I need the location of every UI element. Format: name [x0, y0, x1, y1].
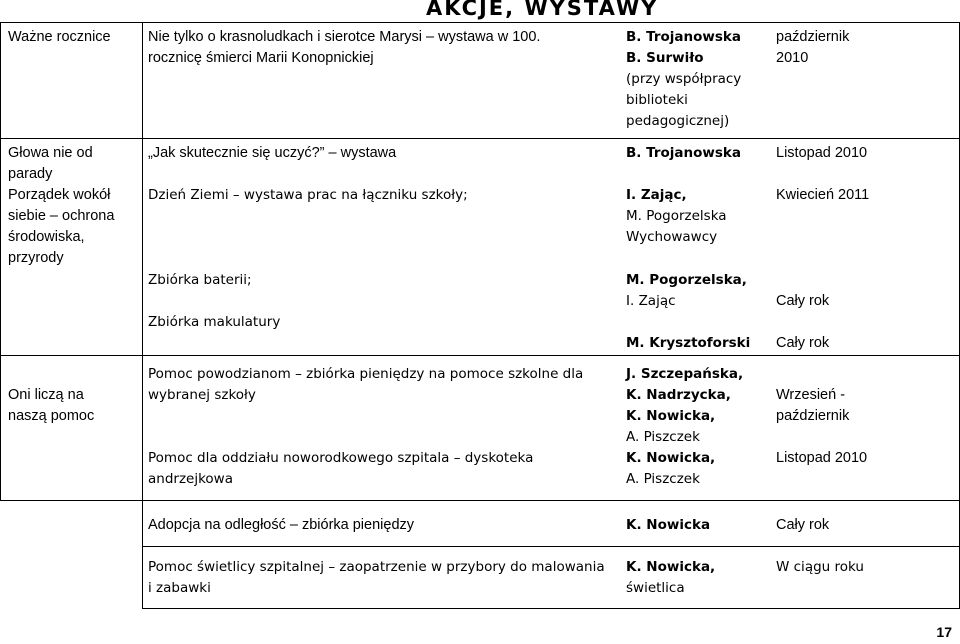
person-cell: K. Nowicka: [626, 517, 711, 533]
person-cell: M. Krysztoforski: [626, 335, 751, 351]
person-cell-rest: świetlica: [626, 580, 685, 596]
person-cell: K. Nowicka,: [626, 559, 716, 575]
person-cell: B. Trojanowska: [626, 145, 741, 161]
date-cell: Cały rok: [776, 335, 830, 351]
person-cell: I. Zając,: [626, 187, 687, 203]
action-cell: Adopcja na odległość – zbiórka pieniędzy: [148, 517, 415, 533]
person-cell: B. Trojanowska B. Surwiło: [626, 29, 741, 66]
date-cell: Listopad 2010: [776, 450, 868, 466]
date-cell: W ciągu roku: [776, 559, 864, 575]
action-cell: Nie tylko o krasnoludkach i sierotce Marysi – wystawa w 100. rocznicę śmierci Marii Konopnickiej: [148, 29, 541, 66]
action-cell: Pomoc dla oddziału noworodkowego szpitala – dyskoteka andrzejkowa: [148, 450, 534, 487]
date-cell: Cały rok: [776, 517, 830, 533]
date-cell: Wrzesień - październik: [776, 387, 850, 424]
person-cell-rest: I. Zając: [626, 293, 676, 309]
action-cell: „Jak skutecznie się uczyć?” – wystawa: [148, 145, 397, 161]
date-cell: Cały rok: [776, 293, 830, 309]
page-title: AKCJE, WYSTAWY: [426, 0, 659, 20]
category-cell: Oni liczą na naszą pomoc: [8, 387, 95, 424]
category-cell: Ważne rocznice: [8, 29, 111, 45]
category-cell: Głowa nie od parady: [8, 145, 93, 182]
action-cell: Dzień Ziemi – wystawa prac na łączniku szkoły;: [148, 187, 468, 203]
action-cell: Zbiórka makulatury: [148, 314, 281, 330]
person-cell: J. Szczepańska, K. Nadrzycka, K. Nowicka,: [626, 366, 744, 424]
action-cell: Zbiórka baterii;: [148, 272, 252, 288]
person-cell: K. Nowicka,: [626, 450, 716, 466]
person-cell-rest: A. Piszczek: [626, 429, 700, 445]
person-cell-rest: M. Pogorzelska Wychowawcy: [626, 208, 727, 245]
category-cell: Porządek wokół siebie – ochrona środowiska, przyrody: [8, 187, 115, 266]
person-note: (przy współpracy biblioteki pedagogicznej): [626, 71, 742, 129]
action-cell: Pomoc powodzianom – zbiórka pieniędzy na pomoce szkolne dla wybranej szkoły: [148, 366, 584, 403]
person-cell: M. Pogorzelska,: [626, 272, 747, 288]
date-cell: październik 2010: [776, 29, 850, 66]
action-cell: Pomoc świetlicy szpitalnej – zaopatrzenie w przybory do malowania i zabawki: [148, 559, 605, 596]
date-cell: Kwiecień 2011: [776, 187, 870, 203]
page-number: 17: [936, 624, 952, 640]
date-cell: Listopad 2010: [776, 145, 868, 161]
person-cell-rest: A. Piszczek: [626, 471, 700, 487]
